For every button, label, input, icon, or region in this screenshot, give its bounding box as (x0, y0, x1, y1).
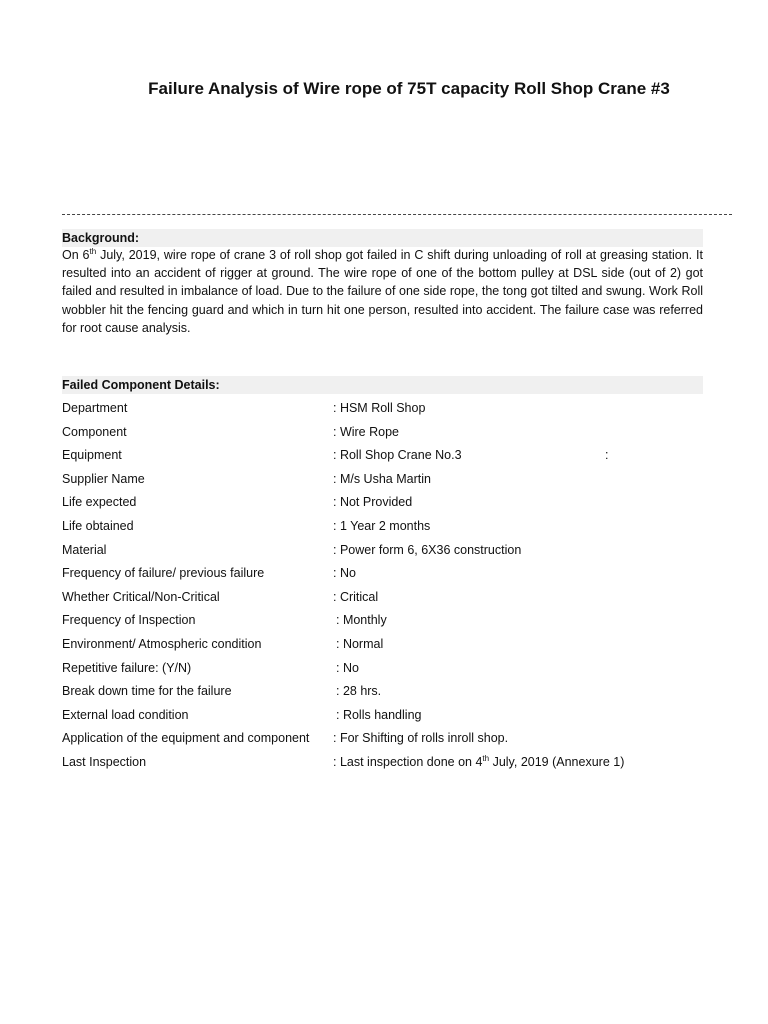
detail-row-application (62, 727, 703, 751)
detail-label: Last Inspection (62, 754, 147, 769)
detail-label: Repetitive failure: (Y/N) (62, 660, 192, 675)
detail-label: Component (62, 424, 127, 439)
detail-value: : 1 Year 2 months (333, 518, 431, 533)
detail-row-department (62, 397, 703, 421)
detail-label: Whether Critical/Non-Critical (62, 589, 220, 604)
detail-row-equipment (62, 444, 703, 468)
detail-value: : Critical (333, 589, 379, 604)
background-text-rest: July, 2019, wire rope of crane 3 of roll shop got failed in C shift during unloading of roll at greasing station. It resulted into an accident of rigger at ground. The wire rope of one of the bottom pulley at DSL side (out of 2) got failed and resulted in imbalance of load. Due to the failure of one side rope, the tong got tilted and swung. Work Roll wobbler hit the fencing guard and which in turn hit one person, resulted into accident. The failure case was referred for root cause analysis. (62, 248, 703, 335)
background-ordinal-suffix: th (89, 246, 97, 256)
detail-value: : No (336, 660, 359, 675)
detail-label: Application of the equipment and component (62, 731, 310, 746)
detail-label: Equipment (62, 448, 122, 463)
last-inspection-text-start: : Last inspection done on 4 (333, 754, 483, 769)
detail-row-material (62, 539, 703, 563)
detail-row-criticality (62, 586, 703, 610)
detail-label: Supplier Name (62, 471, 145, 486)
detail-label: Life expected (62, 495, 137, 510)
last-inspection-ordinal-suffix: th (482, 753, 490, 763)
detail-label: External load condition (62, 707, 189, 722)
detail-label: Material (62, 542, 107, 557)
detail-row-last-inspection (62, 751, 703, 775)
dashed-divider (62, 214, 732, 215)
detail-value: : Not Provided (333, 495, 413, 510)
detail-value: : No (333, 566, 356, 581)
background-text-start: On 6 (62, 248, 90, 262)
failed-component-details (62, 397, 703, 775)
detail-value: : Normal (336, 636, 384, 651)
detail-label: Environment/ Atmospheric condition (62, 636, 262, 651)
background-paragraph (62, 246, 703, 337)
detail-value: : Monthly (336, 613, 387, 628)
detail-value: : Roll Shop Crane No.3 (333, 448, 462, 463)
detail-value: : For Shifting of rolls inroll shop. (333, 731, 509, 746)
detail-row-frequency-of-failure (62, 562, 703, 586)
detail-label: Life obtained (62, 518, 134, 533)
detail-row-component (62, 421, 703, 445)
detail-row-life-expected (62, 491, 703, 515)
detail-label: Frequency of Inspection (62, 613, 196, 628)
detail-value: : Wire Rope (333, 424, 399, 439)
detail-value: : Rolls handling (336, 707, 422, 722)
detail-label: Department (62, 401, 128, 415)
detail-row-life-obtained (62, 515, 703, 539)
detail-label: Frequency of failure/ previous failure (62, 566, 265, 581)
background-header: Background: (62, 229, 703, 247)
page-title: Failure Analysis of Wire rope of 75T capacity Roll Shop Crane #3 (148, 79, 670, 98)
detail-label: Break down time for the failure (62, 684, 232, 699)
detail-row-breakdown-time (62, 680, 703, 704)
detail-row-external-load (62, 704, 703, 728)
detail-row-repetitive-failure (62, 657, 703, 681)
detail-value (333, 751, 624, 775)
detail-value: : M/s Usha Martin (333, 471, 431, 486)
stray-colon: : (605, 448, 609, 463)
failed-component-header: Failed Component Details: (62, 376, 703, 394)
detail-value: : 28 hrs. (336, 684, 382, 699)
last-inspection-text-rest: July, 2019 (Annexure 1) (489, 754, 625, 769)
detail-row-frequency-of-inspection (62, 609, 703, 633)
detail-row-supplier-name (62, 468, 703, 492)
detail-value: : HSM Roll Shop (333, 401, 426, 415)
detail-row-environment (62, 633, 703, 657)
detail-value: : Power form 6, 6X36 construction (333, 542, 522, 557)
